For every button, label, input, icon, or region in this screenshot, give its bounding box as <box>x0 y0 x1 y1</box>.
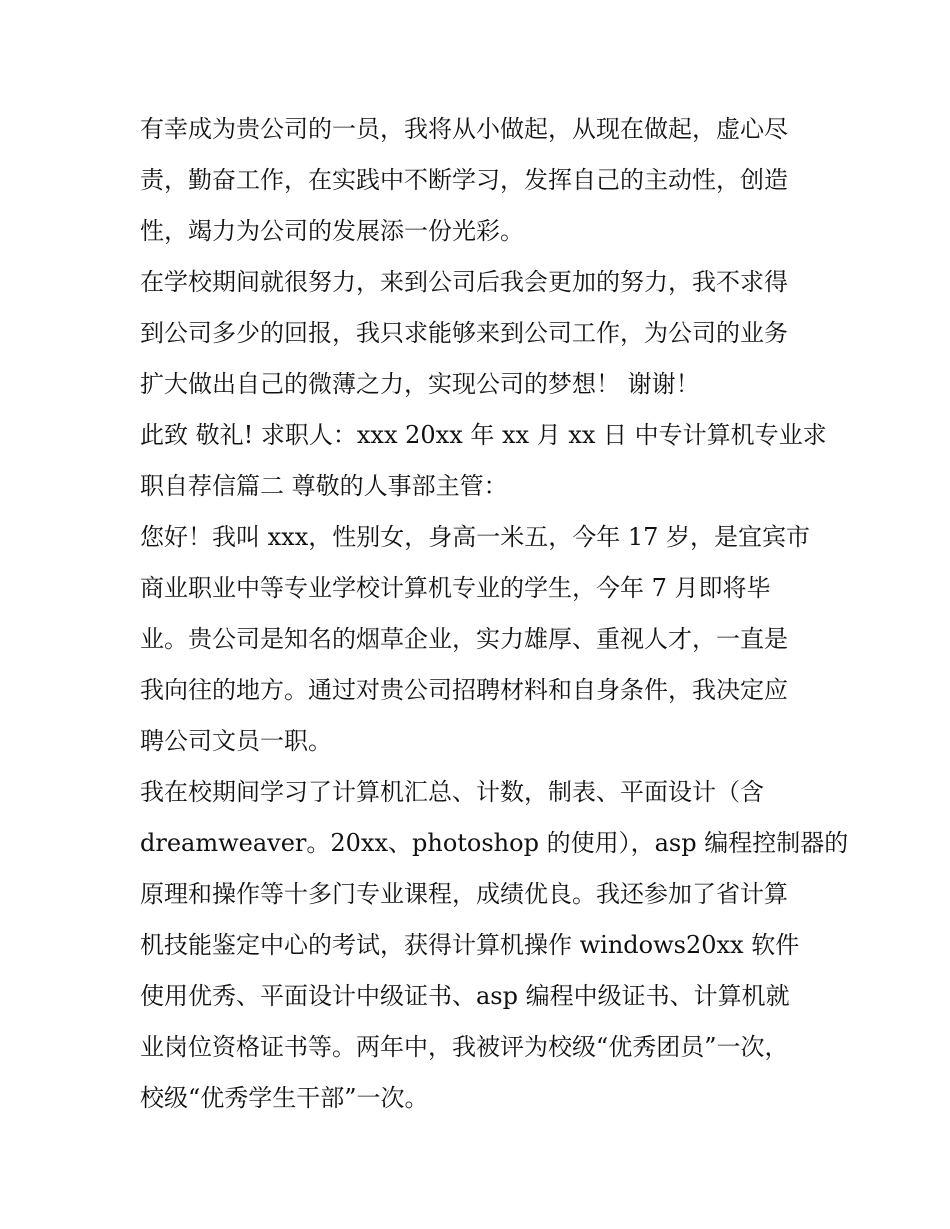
paragraph-signoff-and-title <box>140 410 827 512</box>
text-line: 使用优秀、平面设计中级证书、asp 编程中级证书、计算机就 <box>140 982 790 1010</box>
document-body <box>140 104 849 1124</box>
text-line: 业。贵公司是知名的烟草企业，实力雄厚、重视人才，一直是 <box>140 625 788 653</box>
paragraph-qualifications <box>140 767 849 1124</box>
text-line: 原理和操作等十多门专业课程，成绩优良。我还参加了省计算 <box>140 880 788 908</box>
text-line: 有幸成为贵公司的一员，我将从小做起，从现在做起，虚心尽 <box>140 115 788 143</box>
text-line: 到公司多少的回报，我只求能够来到公司工作，为公司的业务 <box>140 319 788 347</box>
text-line: 责，勤奋工作，在实践中不断学习，发挥自己的主动性，创造 <box>140 166 788 194</box>
text-line: 商业职业中等专业学校计算机专业的学生，今年 7 月即将毕 <box>140 574 771 602</box>
text-line: 业岗位资格证书等。两年中，我被评为校级“优秀团员”一次， <box>140 1033 789 1061</box>
text-line: 性，竭力为公司的发展添一份光彩。 <box>140 217 524 245</box>
text-line: 职自荐信篇二 尊敬的人事部主管： <box>140 472 508 500</box>
text-line: 您好！我叫 xxx，性别女，身高一米五，今年 17 岁，是宜宾市 <box>140 523 811 551</box>
text-line: 扩大做出自己的微薄之力，实现公司的梦想！ 谢谢！ <box>140 370 700 398</box>
paragraph-effort <box>140 257 812 410</box>
paragraph-closing-commitment <box>140 104 812 257</box>
text-line: 机技能鉴定中心的考试，获得计算机操作 windows20xx 软件 <box>140 931 800 959</box>
paragraph-introduction <box>140 512 812 767</box>
text-line: 我向往的地方。通过对贵公司招聘材料和自身条件，我决定应 <box>140 676 788 704</box>
text-line: dreamweaver。20xx、photoshop 的使用），asp 编程控制器的 <box>140 829 849 857</box>
text-line: 校级“优秀学生干部”一次。 <box>140 1084 429 1112</box>
text-line: 我在校期间学习了计算机汇总、计数，制表、平面设计（含 <box>140 778 764 806</box>
text-line: 在学校期间就很努力，来到公司后我会更加的努力，我不求得 <box>140 268 788 296</box>
text-line: 聘公司文员一职。 <box>140 727 332 755</box>
text-line: 此致 敬礼! 求职人：xxx 20xx 年 xx 月 xx 日 中专计算机专业求 <box>140 421 827 449</box>
